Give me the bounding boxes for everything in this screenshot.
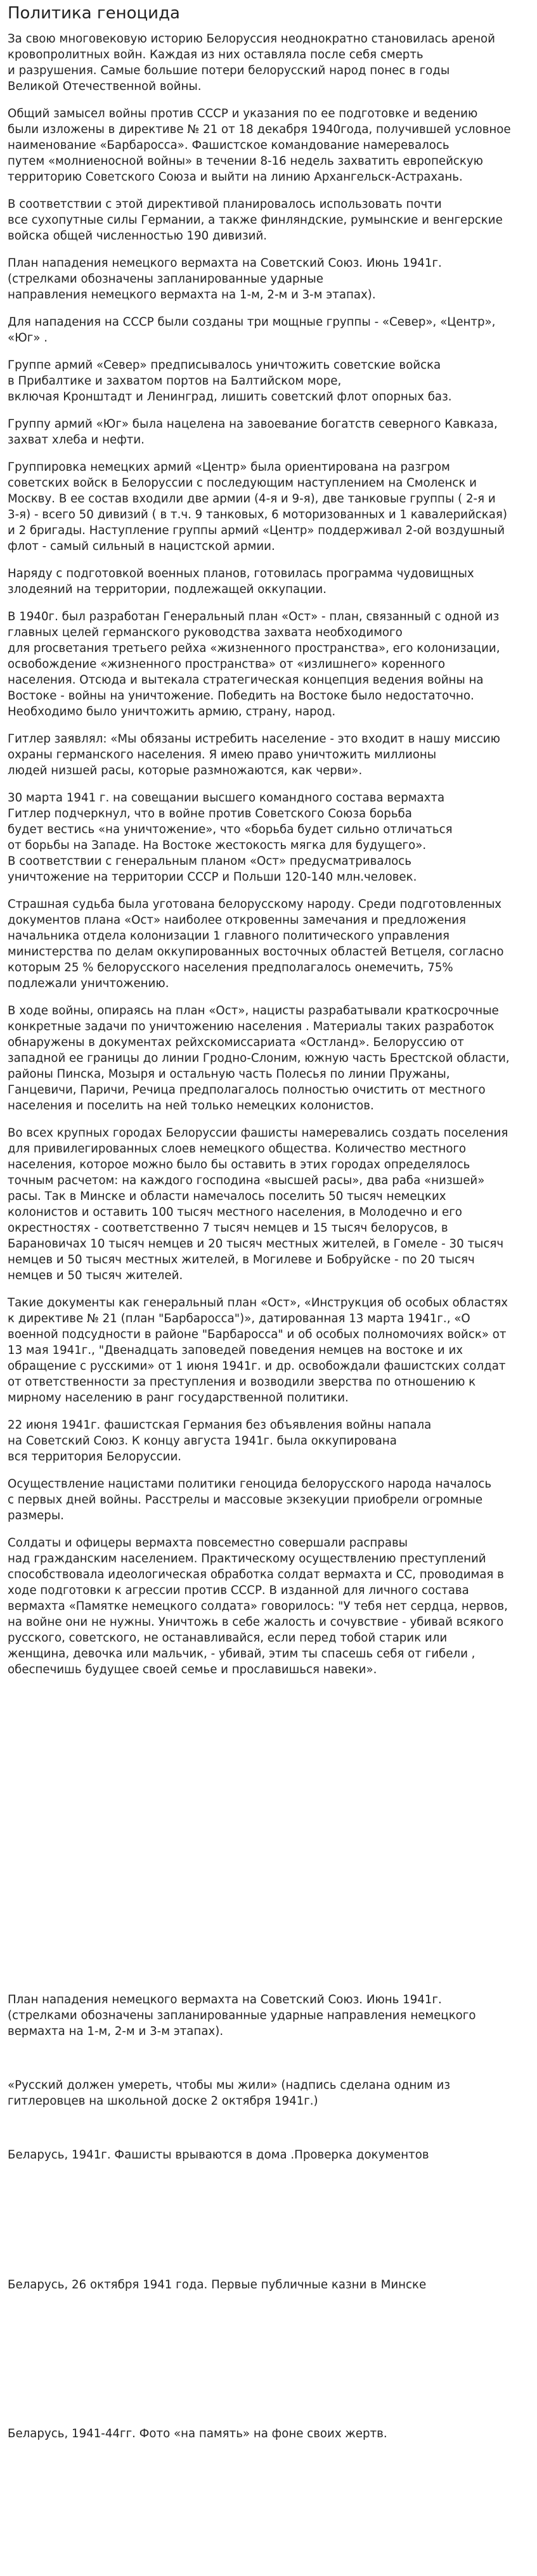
paragraph-march-meeting: 30 марта 1941 г. на совещании высшего командного состава вермахта Гитлер подчеркнул, что в войне против Советского Союза борьба будет вестись «на уничтожение», что «борьба будет сильно отличаться от борьбы на Западе. На Востоке жестокость мягка для будущего». В соответствии с генеральным планом «Ост» предусматривалось уничтожение на территории СССР и Польши 120-140 млн.человек. — [8, 791, 453, 884]
image-placeholder-board — [8, 2039, 528, 2077]
image-placeholder-executions — [8, 2163, 528, 2277]
paragraph-plan-ost: В 1940г. был разработан Генеральный план «Ост» - план, связанный с одной из главных целей германского руководства захвата необходимого для procветания третьего рейха «жизненного пространства», его колонизации, освобождение «жизненного пространства» от «излишнего» коренного населения. Отсюда и вытекала стратегическая концепция ведения войны на Востоке - войны на уничтожение. Победить на Востоке было недостаточно. Необходимо было уничтожить армию, страну, народ. — [8, 610, 500, 719]
page-title: Политика геноцида — [8, 4, 180, 23]
paragraph-group-south: Группу армий «Юг» была нацелена на завоевание богатств северного Кавказа, захват хлеба и нефти. — [8, 418, 498, 447]
paragraph-settlements: Во всех крупных городах Белоруссии фашисты намеревались создать поселения для привилегированных слоев немецкого общества. Количество местного населения, которое можно было бы оставить в этих городах определялось точным расчетом: на каждого господина «высшей расы», два раба «низшей» расы. Так в Минске и области намечалось поселить 50 тысяч немецких колонистов и оставить 100 тысяч местного населения, в Молодечно и его окрестностях - соответственно 7 тысяч немцев и 15 тысяч белорусов, в Барановичах 10 тысяч немцев и 20 тысяч местных жителей, в Гомеле - 30 тысяч немцев и 50 тысяч местных жителей, в Могилеве и Бобруйске - по 20 тысяч немцев и 50 тысяч жителей. — [8, 1126, 508, 1283]
paragraph-intro: За свою многовековую историю Белоруссия неоднократно становилась ареной кровопролитных войн. Каждая из них оставляла после себя смерть и разрушения. Самые большие потери белорусский народ понес в годы Великой Отечественной войны. — [8, 32, 495, 94]
paragraph-atrocities-program: Наряду с подготовкой военных планов, готовилась программа чудовищных злодеяний на территории, подлежащей оккупации. — [8, 567, 474, 597]
caption-plan-map: План нападения немецкого вермахта на Советский Союз. Июнь 1941г. (стрелками обозначены запланированные ударные направления немецкого вермахта на 1-м, 2-м и 3-м этапах). — [8, 1993, 476, 2039]
paragraph-group-center: Группировка немецких армий «Центр» была ориентирована на разгром советских войск в Белоруссии с последующим наступлением на Смоленск и Москву. В ее состав входили две армии (4-я и 9-я), две танковые группы ( 2-я и 3-я) - всего 50 дивизий ( в т.ч. 9 танковых, 6 моторизованных и 1 кавалерийская) и 2 бригады. Наступление группы армий «Центр» поддерживал 2-ой воздушный флот - самый сильный в нацистской армии. — [8, 461, 507, 554]
paragraph-ostland: В ходе войны, опираясь на план «Ост», нацисты разрабатывали краткосрочные конкретные задачи по уничтожению населения . Материалы таких разработок обнаружены в документах рейхскомиссариата «Остланд». Белоруссию от западной ее границы до линии Гродно-Слоним, южную часть Брестской области, районы Пинска, Мозыря и остальную часть Полесья по линии Пружаны, Ганцевичи, Паричи, Речица предполагалось полностью очистить от местного населения и поселить на ней только немецких колонистов. — [8, 1004, 510, 1113]
paragraph-soldiers-memo: Солдаты и офицеры вермахта повсеместно совершали расправы над гражданским населением. Практическому осуществлению преступлений способствовала идеологическая обработка солдат вермахта и СС, проводимая в ходе подготовки к агрессии против СССР. В изданной для личного состава вермахта «Памятке немецкого солдата» говорилось: "У тебя нет сердца, нервов, на войне они не нужны. Уничтожь в себе жалость и сочувствие - убивай всякого русского, советского, не останавливайся, если перед тобой старик или женщина, девочка или мальчик, - убивай, этим ты спасешь себя от гибели , обеспечишь будущее своей семье и прославишься навеки». — [8, 1536, 508, 1677]
caption-memory-photo: Беларусь, 1941-44гг. Фото «на память» на фоне своих жертв. — [8, 2427, 387, 2441]
paragraph-barbarossa: Общий замысел войны против СССР и указания по ее подготовке и ведению были изложены в директиве № 21 от 18 декабря 1940года, получившей условное наименование «Барбаросса». Фашистское командование намеревалось путем «молниеносной войны» в течении 8-16 недель захватить европейскую территорию Советского Союза и выйти на линию Архангельск-Астрахань. — [8, 107, 511, 184]
paragraph-plan-map-caption: План нападения немецкого вермахта на Советский Союз. Июнь 1941г. (стрелками обозначены запланированные ударные направления немецкого вермахта на 1-м, 2-м и 3-м этапах). — [8, 257, 442, 302]
paragraph-june-22: 22 июня 1941г. фашистская Германия без объявления войны напала на Советский Союз. К концу августа 1941г. была оккупирована вся территория Белоруссии. — [8, 1419, 432, 1464]
paragraph-group-north: Группе армий «Север» предписывалось уничтожить советские войска в Прибалтике и захватом портов на Балтийском море, включая Кронштадт и Ленинград, лишить советский флот опорных баз. — [8, 359, 452, 404]
image-placeholder-memory-photo — [8, 2293, 528, 2426]
caption-school-board: «Русский должен умереть, чтобы мы жили» (надпись сделана одним из гитлеровцев на школьной доске 2 октября 1941г.) — [8, 2079, 451, 2108]
caption-document-check: Беларусь, 1941г. Фашисты врываются в дома .Проверка документов — [8, 2148, 429, 2162]
paragraph-army-groups: Для нападения на СССР были созданы три мощные группы - «Север», «Центр», «Юг» . — [8, 316, 496, 345]
caption-minsk-executions: Беларусь, 26 октября 1941 года. Первые публичные казни в Минске — [8, 2278, 427, 2292]
image-placeholder-map — [8, 1689, 528, 1992]
paragraph-documents: Такие документы как генеральный план «Ост», «Инструкция об особых областях к директиве № 21 (план "Барбаросса")», датированная 13 марта 1941г., «О военной подсудности в районе "Барбаросса" и об особых полномочиях войск» от 13 мая 1941г., "Двенадцать заповедей поведения немцев на востоке и их обращение с русскими» от 1 июня 1941г. и др. освобождали фашистских солдат от ответственности за преступления и возводили зверства по отношению к мирному населению в ранг государственной политики. — [8, 1296, 508, 1405]
image-placeholder-documents — [8, 2109, 528, 2147]
paragraph-genocide-start: Осуществление нацистами политики геноцида белорусского народа началось с первых дней войны. Расстрелы и массовые экзекуции приобрели огромные размеры. — [8, 1477, 492, 1523]
paragraph-belarus-fate: Страшная судьба была уготована белорусскому народу. Среди подготовленных документов плана «Ост» наиболее откровенны замечания и предложения начальника отдела колонизации 1 главного политического управления министерства по делам оккупированных восточных областей Ветцеля, согласно которым 25 % белорусского населения предполагалось онемечить, 75% подлежали уничтожению. — [8, 898, 504, 991]
paragraph-forces: В соответствии с этой директивой планировалось использовать почти все сухопутные силы Германии, а также финляндские, румынские и венгерские войска общей численностью 190 дивизий. — [8, 198, 503, 243]
paragraph-hitler-quote: Гитлер заявлял: «Мы обязаны истребить население - это входит в нашу миссию охраны германского населения. Я имею право уничтожить миллионы людей низшей расы, которые размножаются, как черви». — [8, 732, 500, 778]
